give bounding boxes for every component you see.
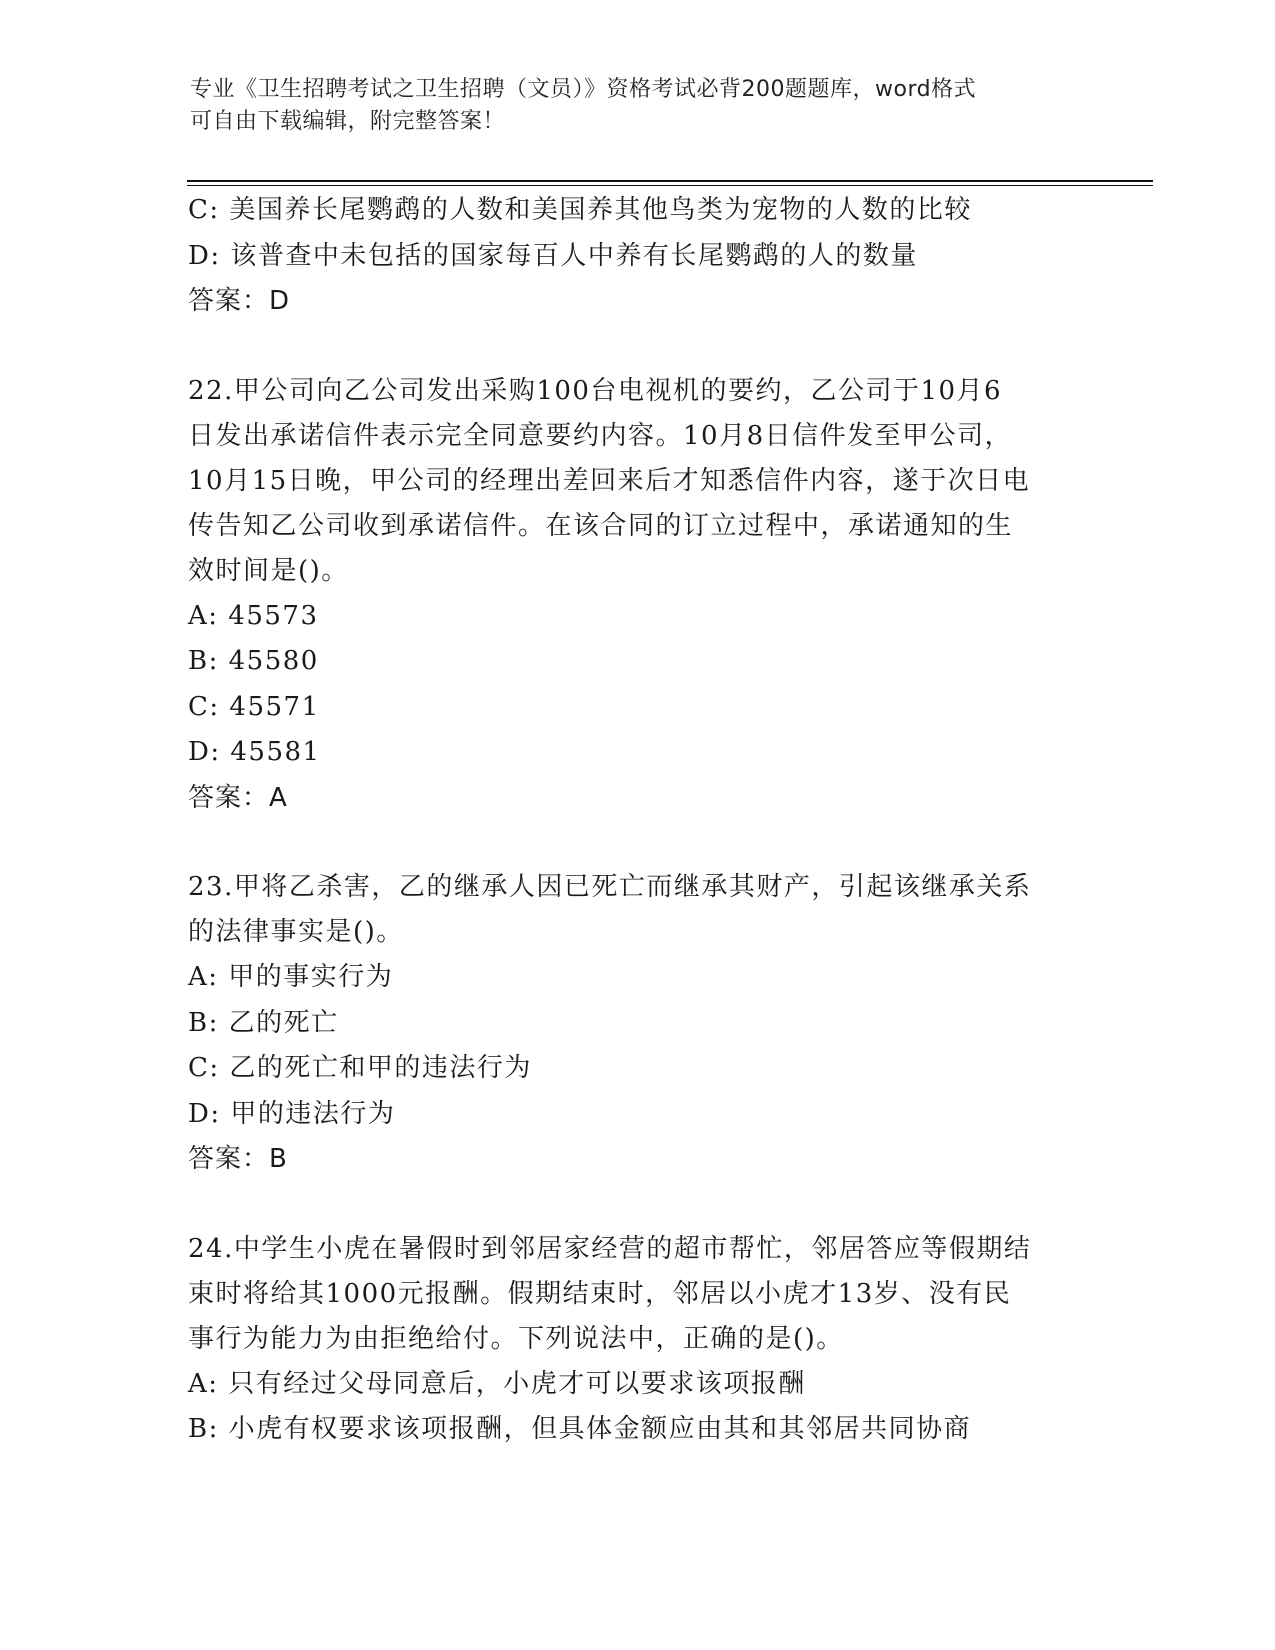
stem-line: 传告知乙公司收到承诺信件。在该合同的订立过程中，承诺通知的生 — [188, 510, 1014, 541]
option-c: C: 45571 — [188, 691, 320, 722]
option-b: B: 45580 — [188, 646, 319, 676]
stem-line: 的法律事实是()。 — [188, 917, 404, 947]
option-b: B: 乙的死亡 — [188, 1007, 339, 1038]
header-line-2: 可自由下载编辑，附完整答案！ — [190, 109, 506, 134]
stem-line: 束时将给其1000元报酬。假期结束时，邻居以小虎才13岁、没有民 — [188, 1278, 1012, 1309]
page-header — [190, 74, 1090, 138]
question-24 — [188, 1227, 1108, 1453]
option-d: D: 该普查中未包括的国家每百人中养有长尾鹦鹉的人的数量 — [188, 240, 918, 271]
option-c: C: 美国养长尾鹦鹉的人数和美国养其他鸟类为宠物的人数的比较 — [188, 195, 972, 225]
answer-line: 答案：B — [188, 1144, 288, 1174]
stem-line: 效时间是()。 — [188, 555, 349, 586]
answer-line: 答案：D — [188, 286, 291, 316]
stem-line: 22.甲公司向乙公司发出采购100台电视机的要约，乙公司于10月6 — [188, 375, 1003, 406]
option-c: C: 乙的死亡和甲的违法行为 — [188, 1053, 532, 1083]
stem-line: 日发出承诺信件表示完全同意要约内容。10月8日信件发至甲公司， — [188, 420, 1013, 451]
question-content — [188, 188, 1108, 1453]
option-a: A: 只有经过父母同意后，小虎才可以要求该项报酬 — [188, 1368, 806, 1399]
question-stem — [188, 1227, 1108, 1362]
header-line-1: 专业《卫生招聘考试之卫生招聘（文员）》资格考试必背200题题库，word格式 — [190, 77, 977, 102]
option-a: A: 45573 — [188, 600, 319, 631]
option-b: B: 小虎有权要求该项报酬，但具体金额应由其和其邻居共同协商 — [188, 1414, 972, 1444]
question-stem — [188, 865, 1108, 955]
stem-line: 事行为能力为由拒绝给付。下列说法中，正确的是()。 — [188, 1323, 844, 1354]
option-d: D: 45581 — [188, 737, 321, 767]
stem-line: 23.甲将乙杀害，乙的继承人因已死亡而继承其财产，引起该继承关系 — [188, 872, 1032, 902]
answer-line: 答案：A — [188, 782, 288, 813]
question-stem — [188, 369, 1108, 594]
question-23 — [188, 865, 1108, 1183]
previous-question-tail — [188, 188, 1108, 325]
header-divider — [187, 180, 1153, 182]
stem-line: 10月15日晚，甲公司的经理出差回来后才知悉信件内容，遂于次日电 — [188, 465, 1031, 496]
option-a: A: 甲的事实行为 — [188, 962, 394, 992]
question-22 — [188, 369, 1108, 822]
option-d: D: 甲的违法行为 — [188, 1098, 396, 1129]
header-divider-thin — [187, 185, 1153, 186]
stem-line: 24.中学生小虎在暑假时到邻居家经营的超市帮忙，邻居答应等假期结 — [188, 1233, 1032, 1264]
